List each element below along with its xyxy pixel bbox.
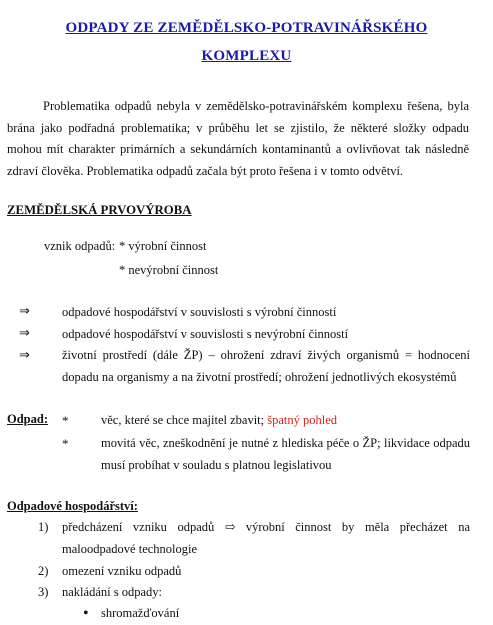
bullet-icon: • [83,605,89,622]
arrow-icon: ⇒ [19,326,30,341]
star-icon: * [62,436,69,451]
intro-paragraph [7,96,469,182]
list-number: 3) [38,585,49,599]
odpad-item-text: věc, které se chce majitel zbavit; [101,413,268,427]
arrow-icon: ⇒ [19,348,30,363]
list-item: nakládání s odpady: [62,585,162,599]
list-number: 1) [38,520,49,534]
list-number: 2) [38,564,49,578]
document-title-line2: KOMPLEXU [201,48,292,64]
vznik-label: vznik odpadů: [44,239,116,253]
vznik-item: * výrobní činnost [119,239,207,253]
intro-text: Problematika odpadů nebyla v zemědělsko-potravinářském komplexu řešena, byla brána jako podřadná problematika; v průběhu let se zjistilo, že některé složky odpadu mohou mít charakter primárních a sekundárních kontaminantů a ovlivňovat tak následně zdraví člověka. Problematika odpadů začala být proto řešena i v tomto odvětví. [7,99,469,178]
vznik-item: * nevýrobní činnost [119,263,219,277]
document-title-line1: ODPADY ZE ZEMĚDĚLSKO-POTRAVINÁŘSKÉHO [65,20,428,36]
sub-list-item: shromažďování [101,606,180,620]
odpad-label: Odpad: [7,412,48,426]
star-icon: * [62,413,69,428]
list-item: omezení vzniku odpadů [62,564,182,578]
odpad-item: movitá věc, zneškodnění je nutné z hlediska péče o ŽP; likvidace odpadu musí probíhat v souladu s platnou legislativou [101,436,470,472]
odpad-item-highlight: špatný pohled [267,413,338,427]
arrow-item: odpadové hospodářství v souvislosti s výrobní činností [62,305,337,319]
arrow-item: odpadové hospodářství v souvislosti s nevýrobní činností [62,327,349,341]
section-heading-hospodarstvi: Odpadové hospodářství: [7,499,138,513]
odpad-item [101,413,337,428]
arrow-icon: ⇒ [19,304,30,319]
section-heading-prvovyroba: ZEMĚDĚLSKÁ PRVOVÝROBA [7,203,192,217]
arrow-item: životní prostředí (dále ŽP) – ohrožení zdraví živých organismů = hodnocení dopadu na organismy a na životní prostředí; ohrožení jednotlivých ekosystémů [62,348,470,384]
list-item: předcházení vzniku odpadů ⇨ výrobní činnost by měla přecházet na maloodpadové technologie [62,520,470,556]
